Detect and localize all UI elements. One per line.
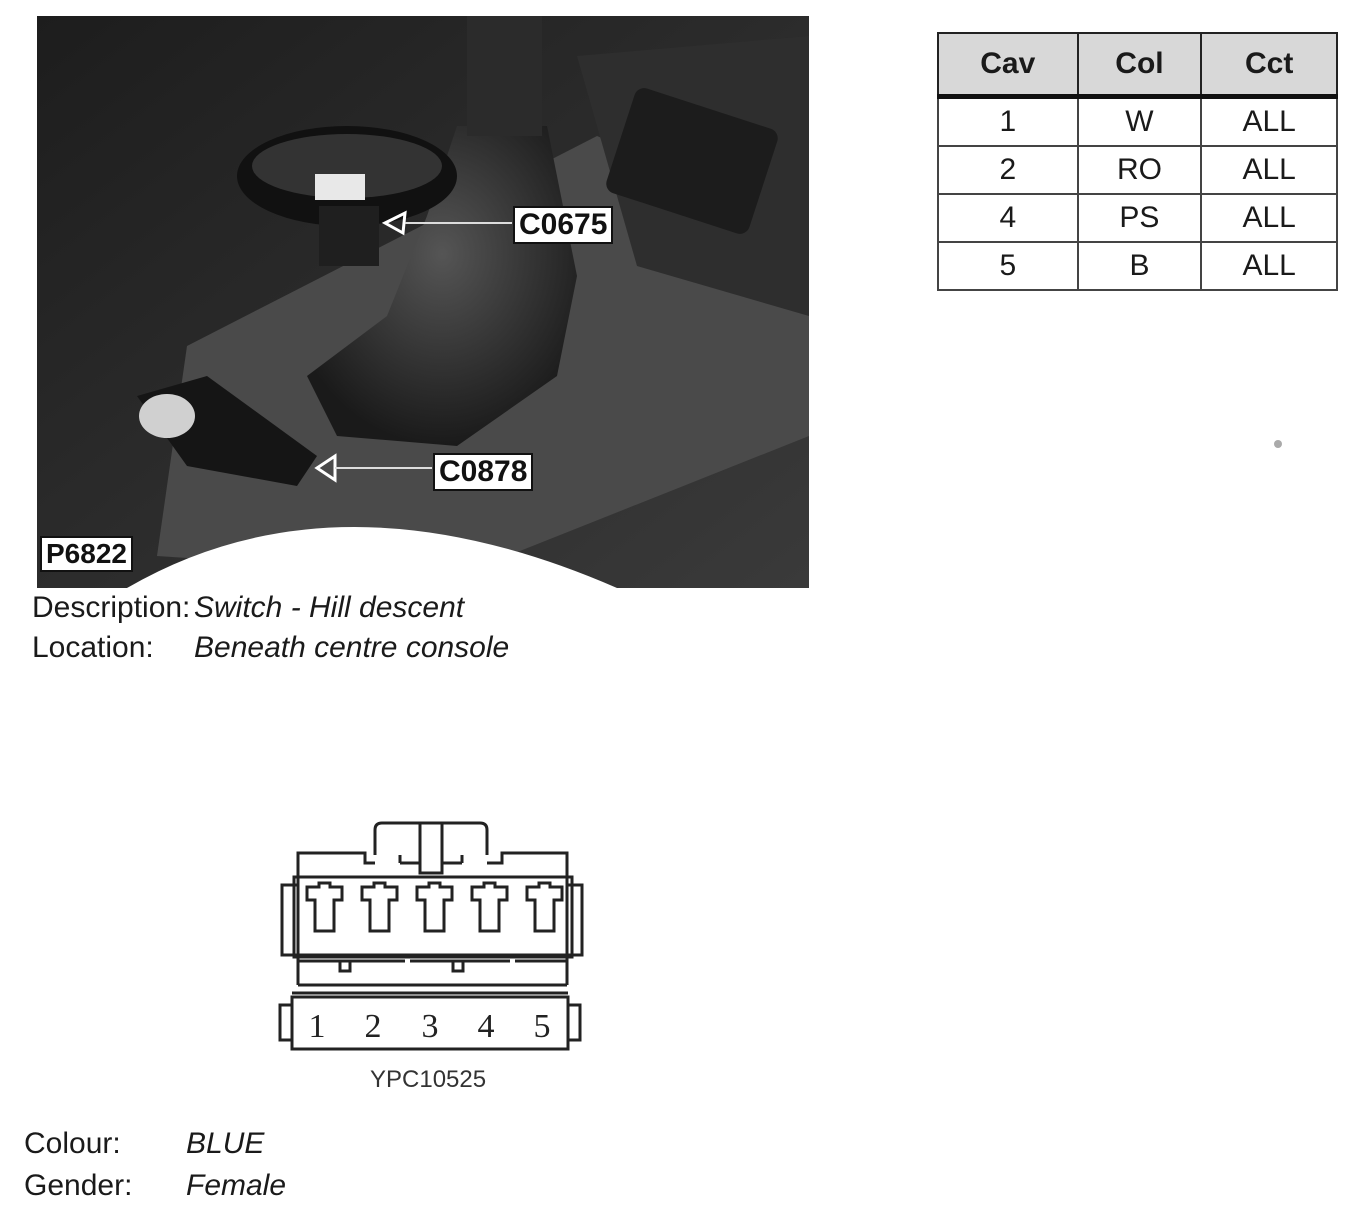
console-photo	[37, 16, 809, 588]
table-row	[938, 242, 1337, 290]
cell-col: RO	[1078, 146, 1202, 194]
connector-face-diagram	[270, 815, 600, 1065]
gender-label: Gender:	[24, 1169, 133, 1202]
colour-row	[24, 1124, 264, 1164]
cell-cct: ALL	[1201, 242, 1337, 290]
header-cct: Cct	[1201, 33, 1337, 97]
cell-cav: 5	[938, 242, 1078, 290]
pin-number-2: 2	[364, 1008, 382, 1045]
description-value: Switch - Hill descent	[194, 591, 465, 624]
callout-c0675: C0675	[513, 206, 613, 244]
cell-cct: ALL	[1201, 146, 1337, 194]
location-label: Location:	[32, 631, 154, 664]
location-value: Beneath centre console	[194, 631, 510, 664]
pin-table	[937, 32, 1338, 291]
table-row	[938, 97, 1337, 147]
speck	[1274, 440, 1282, 448]
cell-cav: 4	[938, 194, 1078, 242]
cell-cct: ALL	[1201, 97, 1337, 147]
header-cav: Cav	[938, 33, 1078, 97]
cell-cav: 2	[938, 146, 1078, 194]
photo-id-label: P6822	[40, 536, 133, 572]
description-label: Description:	[32, 591, 191, 624]
callout-c0878: C0878	[433, 453, 533, 491]
pin-number-4: 4	[477, 1008, 495, 1045]
cell-cav: 1	[938, 97, 1078, 147]
pin-number-5: 5	[533, 1008, 551, 1045]
cell-col: PS	[1078, 194, 1202, 242]
location-row	[32, 628, 509, 668]
gender-value: Female	[186, 1169, 287, 1202]
colour-value: BLUE	[186, 1127, 265, 1160]
table-row	[938, 194, 1337, 242]
description-row	[32, 588, 464, 628]
console-photo-illustration	[37, 16, 809, 588]
pin-table-header-row	[938, 33, 1337, 97]
colour-label: Colour:	[24, 1127, 121, 1160]
cell-col: B	[1078, 242, 1202, 290]
table-row	[938, 146, 1337, 194]
header-col: Col	[1078, 33, 1202, 97]
cell-col: W	[1078, 97, 1202, 147]
gender-row	[24, 1166, 286, 1206]
connector-code: YPC10525	[370, 1066, 487, 1093]
pin-number-1: 1	[308, 1008, 326, 1045]
cell-cct: ALL	[1201, 194, 1337, 242]
pin-number-3: 3	[421, 1008, 439, 1045]
